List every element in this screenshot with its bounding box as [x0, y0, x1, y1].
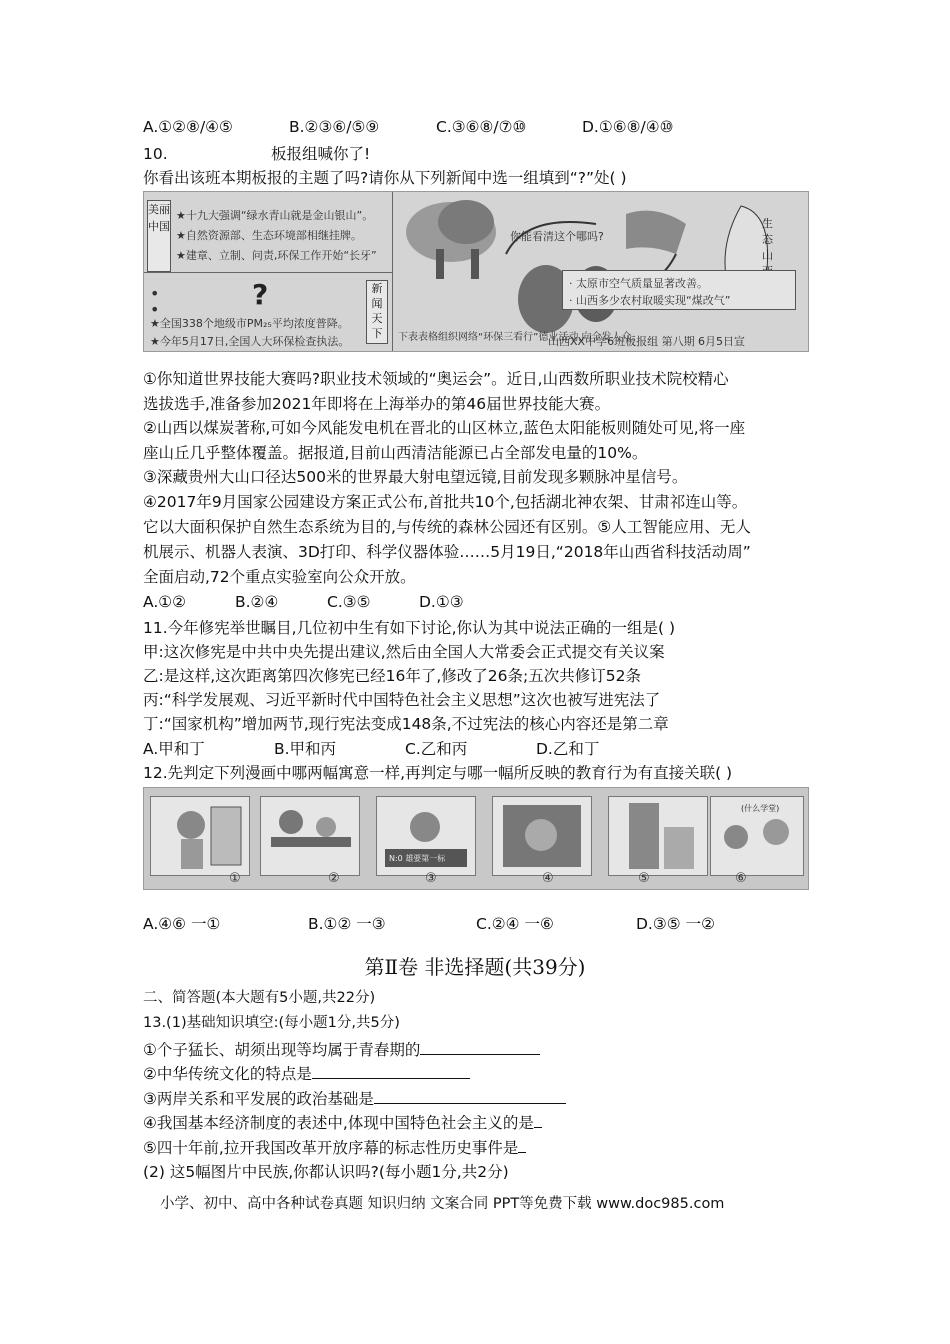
- center-caption: 你能看清这个哪吗?: [510, 230, 604, 243]
- q10-question: 你看出该班本期板报的主题了吗?请你从下列新闻中选一组填到“?”处( ): [143, 169, 627, 187]
- right-news-item: · 山西多少农村取暖实现“煤改气”: [569, 294, 731, 307]
- fill-prompt: ①个子猛长、胡须出现等均属于青春期的: [143, 1041, 421, 1059]
- comic-panel-4: [492, 796, 592, 876]
- tree-cluster: [438, 200, 494, 244]
- comic-panel-3: [376, 796, 476, 876]
- q10-option-a: A.①②: [143, 593, 187, 611]
- comic-panel-6: [710, 796, 804, 876]
- panel-label: ②: [328, 871, 340, 886]
- blackboard-figure: [143, 191, 809, 352]
- divider: [392, 192, 393, 351]
- answer-blank[interactable]: [312, 1062, 470, 1079]
- mountain-landscape: [626, 211, 686, 254]
- q11-line: 丙:“科学发展观、习近平新时代中国特色社会主义思想”这次也被写进宪法了: [143, 691, 661, 709]
- panel-label: ③: [425, 871, 437, 886]
- fill-prompt: ④我国基本经济制度的表述中,体现中国特色社会主义的是: [143, 1114, 534, 1132]
- right-news-box: [562, 270, 796, 310]
- answer-blank[interactable]: [534, 1111, 542, 1128]
- news-label: 新闻天下: [366, 280, 388, 344]
- comic-drawing: [609, 797, 707, 875]
- bottom-caption: 下表表格组织网络“环保三看行”德业活动,向全发人众。: [398, 332, 642, 343]
- q9-option-a: A.①②⑧/④⑤: [143, 118, 233, 136]
- panel-label: ⑤: [638, 871, 650, 886]
- right-news-item: · 太原市空气质量显著改善。: [569, 277, 708, 290]
- q10-statement: ②山西以煤炭著称,可如今风能发电机在晋北的山区林立,蓝色太阳能板则随处可见,将一座: [143, 419, 746, 437]
- board-info: 山西XX中学6班板报组 第八期 6月5日宣: [548, 335, 746, 348]
- bullet: •: [150, 300, 160, 319]
- comic-drawing: [493, 797, 591, 875]
- answer-blank[interactable]: [374, 1087, 566, 1104]
- q13-fill-3: [143, 1087, 566, 1110]
- q11-option-b: B.甲和丙: [274, 740, 337, 758]
- q9-option-c: C.③⑥⑧/⑦⑩: [436, 118, 527, 136]
- q13-fill-1: [143, 1038, 540, 1061]
- q12-options: [143, 913, 715, 935]
- q10-header: [143, 143, 370, 165]
- q10-number: 10.: [143, 145, 168, 163]
- q12-option-b: B.①② 一③: [308, 915, 386, 933]
- divider: [144, 272, 392, 273]
- panel-label: ⑥: [735, 871, 747, 886]
- q10-statement: ④2017年9月国家公园建设方案正式公布,首批共10个,包括湖北神农架、甘肃祁连山等。: [143, 493, 748, 511]
- question-mark: ?: [252, 278, 269, 311]
- right-label: 生态山: [762, 217, 773, 262]
- part2-title: 第Ⅱ卷 非选择题(共39分): [364, 955, 586, 979]
- q13-sub1: 13.(1)基础知识填空:(每小题1分,共5分): [143, 1015, 400, 1031]
- left-label: 美丽中国: [147, 200, 171, 272]
- bottom-news-list: [150, 315, 349, 351]
- answer-blank[interactable]: [420, 1038, 540, 1055]
- panel-label: ④: [542, 871, 554, 886]
- fill-prompt: ②中华传统文化的特点是: [143, 1065, 312, 1083]
- q9-option-d: D.①⑥⑧/④⑩: [582, 118, 674, 136]
- q10-statement: 它以大面积保护自然生态系统为目的,与传统的森林公园还有区别。⑤人工智能应用、无人: [143, 518, 751, 536]
- q11-line: 甲:这次修宪是中共中央先提出建议,然后由全国人大常委会正式提交有关议案: [143, 643, 665, 661]
- q11-option-c: C.乙和丙: [405, 740, 468, 758]
- tree-trunk: [436, 249, 444, 279]
- page-footer: 小学、初中、高中各种试卷真题 知识归纳 文案合同 PPT等免费下载 www.doc985.com: [160, 1196, 725, 1212]
- q13-sub2: (2) 这5幅图片中民族,你都认识吗?(每小题1分,共2分): [143, 1163, 509, 1181]
- panel-6-caption: (什么学堂): [741, 804, 780, 813]
- q10-option-d: D.①③: [419, 593, 464, 611]
- comic-drawing: [261, 797, 359, 875]
- q10-statement: 全面启动,72个重点实验室向公众开放。: [143, 568, 416, 586]
- q10-statement: 机展示、机器人表演、3D打印、科学仪器体验……5月19日,“2018年山西省科技活动周”: [143, 543, 751, 561]
- panel-label: ①: [229, 871, 241, 886]
- bottom-news-item: ★全国338个地级市PM₂₅平均浓度普降。: [150, 317, 349, 330]
- q12-option-a: A.④⑥ 一①: [143, 915, 221, 933]
- comic-drawing: [151, 797, 249, 875]
- q10-title: 板报组喊你了!: [271, 145, 371, 163]
- q12-question: 12.先判定下列漫画中哪两幅寓意一样,再判定与哪一幅所反映的教育行为有直接关联( ): [143, 764, 733, 782]
- q9-option-b: B.②③⑥/⑤⑨: [289, 118, 380, 136]
- q11-option-d: D.乙和丁: [536, 740, 600, 758]
- comic-strip: [143, 787, 809, 890]
- q10-statement: 选拔选手,准备参加2021年即将在上海举办的第46届世界技能大赛。: [143, 395, 611, 413]
- q11-option-a: A.甲和丁: [143, 740, 205, 758]
- fill-prompt: ③两岸关系和平发展的政治基础是: [143, 1090, 374, 1108]
- q10-option-c: C.③⑤: [327, 593, 371, 611]
- left-news-item: ★十九大强调“绿水青山就是金山银山”。: [176, 209, 374, 222]
- q12-option-d: D.③⑤ 一②: [636, 915, 715, 933]
- q10-statement: ③深藏贵州大山口径达500米的世界最大射电望远镜,目前发现多颗脉冲星信号。: [143, 468, 688, 486]
- q11-question: 11.今年修宪举世瞩目,几位初中生有如下讨论,你认为其中说法正确的一组是( ): [143, 619, 676, 637]
- section-heading: 二、简答题(本大题有5小题,共22分): [143, 990, 376, 1006]
- q13-fill-5: [143, 1136, 526, 1159]
- q9-options: [143, 116, 674, 138]
- right-news-list: [569, 275, 730, 309]
- left-news-list: [176, 206, 377, 266]
- answer-blank[interactable]: [518, 1136, 526, 1153]
- q11-line: 乙:是这样,这次距离第四次修宪已经16年了,修改了26条;五次共修订52条: [143, 667, 641, 685]
- panel-3-caption: N:0 雄要第一标: [389, 854, 446, 863]
- q10-option-b: B.②④: [235, 593, 279, 611]
- q13-fill-2: [143, 1062, 470, 1085]
- q11-options: [143, 738, 599, 760]
- comic-panel-5: [608, 796, 708, 876]
- fill-prompt: ⑤四十年前,拉开我国改革开放序幕的标志性历史事件是: [143, 1139, 519, 1157]
- tree-trunk: [471, 249, 479, 279]
- comic-panel-2: [260, 796, 360, 876]
- bullet: •: [150, 284, 160, 303]
- q11-line: 丁:“国家机构”增加两节,现行宪法变成148条,不过宪法的核心内容还是第二章: [143, 715, 669, 733]
- q10-statement: ①你知道世界技能大赛吗?职业技术领域的“奥运会”。近日,山西数所职业技术院校精心: [143, 370, 729, 388]
- comic-panel-1: [150, 796, 250, 876]
- q10-options: [143, 591, 464, 613]
- q12-option-c: C.②④ 一⑥: [476, 915, 554, 933]
- q13-fill-4: [143, 1111, 542, 1134]
- left-news-item: ★建章、立制、问责,环保工作开始“长牙”: [176, 249, 377, 262]
- bottom-news-item: ★今年5月17日,全国人大环保检查执法。: [150, 335, 350, 348]
- left-news-item: ★自然资源部、生态环境部相继挂牌。: [176, 229, 362, 242]
- q10-statement: 座山丘几乎整体覆盖。据报道,目前山西清洁能源已占全部发电量的10%。: [143, 444, 648, 462]
